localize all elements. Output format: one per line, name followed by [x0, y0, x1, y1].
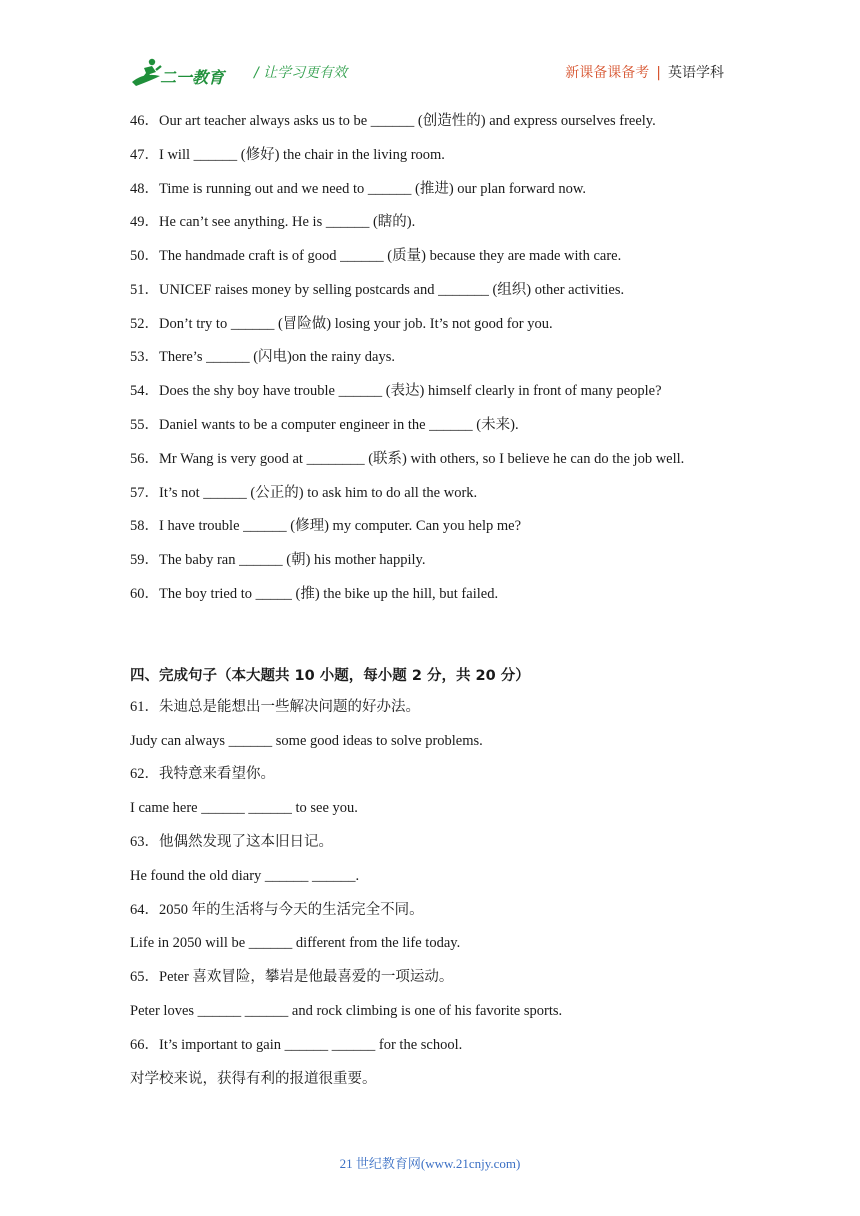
course-label: 新课备课备考: [565, 65, 650, 81]
question-57: 57．It’s not ______ (公正的) to ask him to do all the work.: [130, 485, 478, 501]
sentence-64-chinese: 64．2050 年的生活将与今天的生活完全不同。: [130, 902, 424, 918]
question-58: 58．I have trouble ______ (修理) my computer. Can you help me?: [130, 518, 522, 534]
question-55: 55．Daniel wants to be a computer engineer in the ______ (未来).: [130, 417, 519, 433]
sentence-64-english: Life in 2050 will be ______ different from the life today.: [130, 935, 461, 951]
footer-link[interactable]: 21 世纪教育网(www.21cnjy.com): [339, 1156, 521, 1171]
question-46: 46．Our art teacher always asks us to be ______ (创造性的) and express ourselves freely.: [130, 113, 656, 129]
sentence-65-english: Peter loves ______ ______ and rock climbing is one of his favorite sports.: [130, 1003, 563, 1019]
question-51: 51．UNICEF raises money by selling postcards and _______ (组织) other activities.: [130, 282, 625, 298]
question-54: 54．Does the shy boy have trouble ______ (表达) himself clearly in front of many people?: [130, 383, 662, 399]
question-47: 47．I will ______ (修好) the chair in the living room.: [130, 147, 445, 163]
question-53: 53．There’s ______ (闪电)on the rainy days.: [130, 349, 395, 365]
sentence-62-chinese: 62．我特意来看望你。: [130, 766, 275, 782]
question-59: 59．The baby ran ______ (朝) his mother happily.: [130, 552, 426, 568]
sentence-63-english: He found the old diary ______ ______.: [130, 868, 360, 884]
sentence-66-english: 66．It’s important to gain ______ ______ for the school.: [130, 1037, 463, 1053]
question-60: 60．The boy tried to _____ (推) the bike up the hill, but failed.: [130, 586, 499, 602]
section-title: 四、完成句子（本大题共 10 小题，每小题 2 分，共 20 分）: [130, 668, 530, 684]
logo-text: 二一教育: [160, 68, 225, 87]
question-52: 52．Don’t try to ______ (冒险做) losing your job. It’s not good for you.: [130, 316, 553, 332]
subject-label: 英语学科: [668, 65, 724, 81]
sentence-63-chinese: 63．他偶然发现了这本旧日记。: [130, 834, 333, 850]
sentence-61-chinese: 61．朱迪总是能想出一些解决问题的好办法。: [130, 699, 420, 715]
question-48: 48．Time is running out and we need to ______ (推进) our plan forward now.: [130, 181, 587, 197]
page-header: [130, 52, 730, 92]
question-56: 56．Mr Wang is very good at ________ (联系) with others, so I believe he can do the job well.: [130, 451, 685, 467]
sentence-62-english: I came here ______ ______ to see you.: [130, 800, 358, 816]
title-separator: |: [656, 65, 661, 81]
question-50: 50．The handmade craft is of good ______ (质量) because they are made with care.: [130, 248, 622, 264]
sentence-65-chinese: 65．Peter 喜欢冒险，攀岩是他最喜爱的一项运动。: [130, 969, 454, 985]
slogan: / 让学习更有效: [254, 65, 348, 81]
sentence-66-chinese: 对学校来说，获得有利的报道很重要。: [130, 1071, 377, 1087]
subject-title: [565, 62, 724, 82]
sentence-61-english: Judy can always ______ some good ideas to solve problems.: [130, 733, 483, 749]
question-49: 49．He can’t see anything. He is ______ (瞎的).: [130, 214, 416, 230]
logo: [130, 56, 242, 88]
